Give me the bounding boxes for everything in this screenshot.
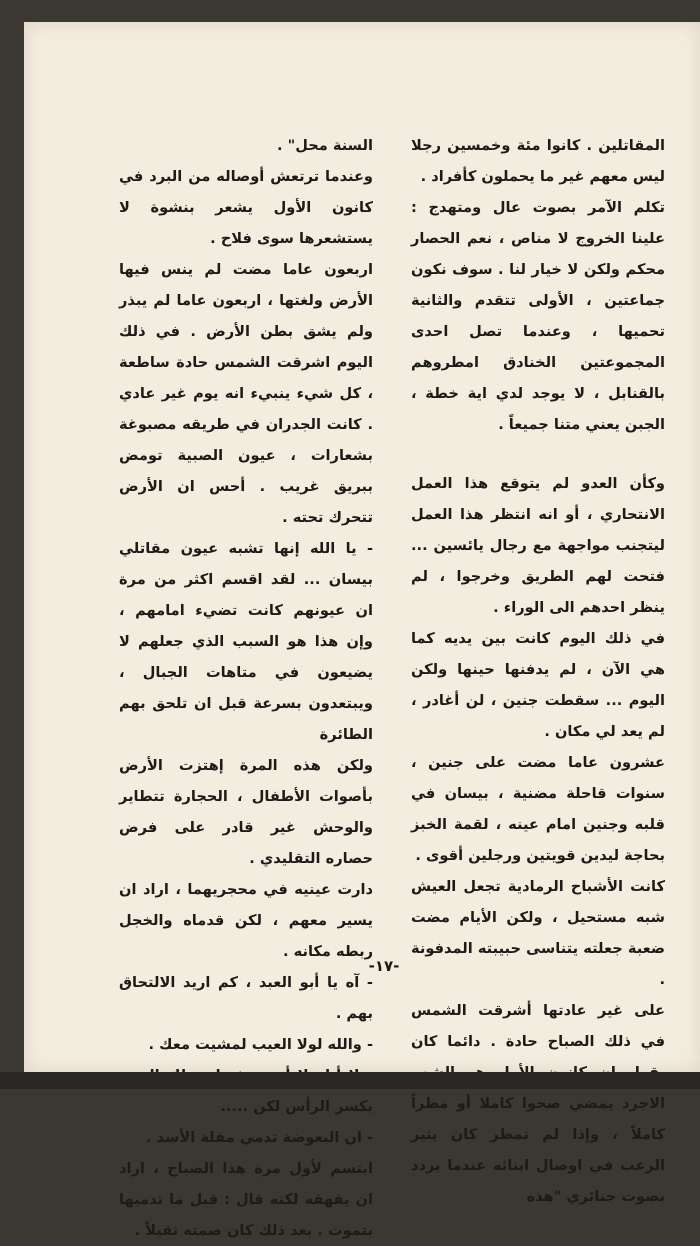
paragraph: - والله لولا العيب لمشيت معك . [148,1036,373,1053]
page-number: -١٧- [368,957,400,975]
scan-border [0,1072,700,1089]
paragraph: - يا الله إنها تشبه عيون مقاتلي بيسان ... لقد اقسم اكثر من مرة ان عيونهم كانت تضيء امامهم ، وإن هذا هو السبب الذي جعلهم لا يضيعون في متاهات الجبال ، ويبتعدون بسرعة قبل ان تلحق بهم الطائرة [119,540,373,743]
paragraph: اربعون عاما مضت لم ينس فيها الأرض ولغتها ، اربعون عاما لم يبذر ولم يشق بطن الأرض . في ذلك اليوم اشرقت الشمس حادة ساطعة ، كل شيء ينبيء انه يوم غير عادي . كانت الجدران في طريقه مصبوغة بشعارات ، عيون الصبية تومض ببريق غريب . أحس ان الأرض تتحرك تحته . [119,261,373,526]
paragraph: ولكن هذه المرة إهتزت الأرض بأصوات الأطفال ، الحجارة تتطاير والوحش غير قادر على فرض حصاره التقليدي . [119,757,373,867]
right-text-column [411,130,665,1212]
paragraph-gap [411,440,665,468]
paragraph: كانت الأشباح الرمادية تجعل العيش شبه مستحيل ، ولكن الأيام مضت ضعبة جعلته يتناسى حبيبته المدفونة . [411,878,665,988]
paragraph: المقاتلين . كانوا مئة وخمسين رجلا ليس معهم غير ما يحملون كأفراد . [411,137,665,185]
paragraph: على غير عادتها أشرقت الشمس في ذلك الصباح حادة . دائما كان الاجرد يمضي صحوا كاملا أو مطراً كاملاً ، وإذا لم تمطر كان يثير الرعب في اوصال ابنائه عندما يردد بصوت جنائزي "هذه [411,1002,665,1205]
paragraph: ابتسم لأول مرة هذا الصباح ، اراد ان يقهقه لكنه قال : قبل ما تدميها بتموت . بعد ذلك كان صمته ثقيلاً . [119,1160,373,1239]
paragraph: دارت عينيه في محجريهما ، اراد ان يسير معهم ، لكن قدماه والخجل ربطه مكانه . [119,881,373,960]
paragraph: - آه يا أبو العبد ، كم اريد الالتحاق بهم . [119,974,373,1022]
paragraph: وعندما ترتعش أوصاله من البرد في كانون الأول يشعر بنشوة لا يستشعرها سوى فلاح . [119,168,373,247]
paragraph: - ان البعوضة تدمي مقلة الأسد . [145,1129,373,1146]
paragraph: تكلم الآمر بصوت عال ومتهدج : علينا الخروج لا مناص ، نعم الحصار محكم ولكن لا خيار لنا . سوف نكون جماعتين ، الأولى تتقدم والثانية تحميها ، وعندما تصل احدى المجموعتين الخنادق امطروهم بالقنابل ، لا يوجد لدي اية خطة ، الجبن يعني متنا جميعاً . [411,199,665,433]
paragraph: بكسر الرأس لكن ..... [220,1098,373,1115]
book-page [24,22,700,1239]
paragraph: عشرون عاما مضت على جنين ، سنوات قاحلة مضنية ، بيسان في قلبه وجنين امام عينه ، لقمة الخبز بحاجة ليدين قويتين ورجلين أقوى . [411,754,665,864]
paragraph: في ذلك اليوم كانت بين يديه كما هي الآن ، لم يدفنها حينها ولكن اليوم ... سقطت جنين ، لن أغادر ، لم يعد لي مكان . [411,630,665,740]
paragraph: وكأن العدو لم يتوقع هذا العمل الانتحاري ، أو انه انتظر هذا العمل ليتجنب مواجهة مع رجال يائسين ... فتحت لهم الطريق وخرجوا ، لم ينظر احدهم الى الوراء . [411,475,665,616]
paragraph: السنة محل" . [276,137,373,154]
